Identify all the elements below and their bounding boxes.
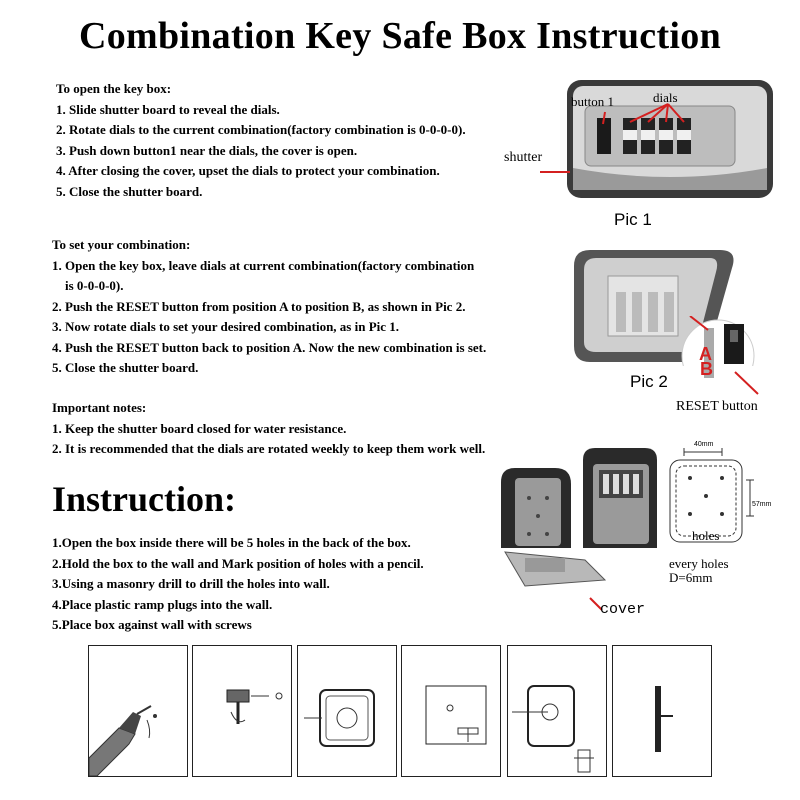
- step-panel-side: [612, 645, 712, 777]
- position-b-label: B: [700, 359, 713, 379]
- instruction-step: 1.Open the box inside there will be 5 holes in the back of the box.: [52, 535, 411, 550]
- wall-plug-icon: [402, 646, 500, 776]
- pic1-figure: [565, 78, 775, 203]
- set-step: is 0-0-0-0).: [52, 278, 124, 293]
- shutter-label: shutter: [504, 150, 543, 165]
- set-step: 2. Push the RESET button from position A to position B, as shown in Pic 2.: [52, 298, 466, 314]
- set-step: 5. Close the shutter board.: [52, 360, 199, 375]
- holes-diameter: D=6mm: [669, 570, 713, 585]
- open-section: [56, 79, 466, 202]
- open-step: 3. Push down button1 near the dials, the cover is open.: [56, 142, 358, 158]
- drill-icon: [89, 646, 187, 776]
- height-dimension: 57mm: [752, 501, 772, 508]
- side-view-icon: [613, 646, 711, 776]
- pic2-caption: Pic 2: [630, 372, 668, 391]
- open-step: 5. Close the shutter board.: [56, 183, 203, 199]
- set-step: 1. Open the key box, leave dials at current combination(factory combination: [52, 257, 475, 273]
- width-dimension: 40mm: [694, 441, 714, 448]
- step-panel-hammer: [192, 645, 292, 777]
- instruction-step: 3.Using a masonry drill to drill the holes into wall.: [52, 576, 330, 591]
- mounted-box-icon: [508, 646, 606, 776]
- set-section: [52, 235, 486, 379]
- button1-label: button 1: [571, 94, 614, 109]
- step-panel-drill: [88, 645, 188, 777]
- set-step: 4. Push the RESET button back to position A. Now the new combination is set.: [52, 339, 487, 355]
- cover-label: cover: [600, 601, 646, 618]
- step-panel-plug: [401, 645, 501, 777]
- key-box-photos: [495, 448, 665, 598]
- step-panel-mark: [297, 645, 397, 777]
- box-template-icon: [298, 646, 396, 776]
- open-heading: To open the key box:: [56, 81, 172, 96]
- notes-heading: Important notes:: [52, 400, 147, 415]
- notes-section: [52, 398, 485, 460]
- instruction-heading: Instruction:: [52, 479, 237, 519]
- pic1-caption: Pic 1: [614, 210, 652, 229]
- open-step: 4. After closing the cover, upset the dials to protect your combination.: [56, 163, 440, 178]
- holes-label: holes: [692, 528, 720, 543]
- reset-closeup: [680, 316, 770, 396]
- step-panel-mount: [507, 645, 607, 777]
- notes-step: 2. It is recommended that the dials are rotated weekly to keep them work well.: [52, 441, 486, 456]
- instruction-step: 2.Hold the box to the wall and Mark position of holes with a pencil.: [52, 555, 424, 571]
- page-title: Combination Key Safe Box Instruction: [78, 15, 722, 57]
- notes-step: 1. Keep the shutter board closed for water resistance.: [52, 420, 347, 436]
- position-a-label: A: [699, 344, 712, 364]
- set-heading: To set your combination:: [52, 237, 191, 252]
- set-step: 3. Now rotate dials to set your desired combination, as in Pic 1.: [52, 319, 400, 334]
- instruction-step: 5.Place box against wall with screws: [52, 617, 252, 632]
- hammer-icon: [193, 646, 291, 776]
- dials-label: dials: [653, 90, 678, 105]
- reset-button-label: RESET button: [676, 399, 758, 414]
- holes-note: every holes: [669, 556, 729, 571]
- shutter-arrow: [540, 168, 570, 176]
- open-step: 1. Slide shutter board to reveal the dials.: [56, 101, 280, 117]
- instruction-section: [52, 533, 424, 636]
- open-step: 2. Rotate dials to the current combination(factory combination is 0-0-0-0).: [56, 122, 466, 137]
- instruction-step: 4.Place plastic ramp plugs into the wall.: [52, 596, 273, 612]
